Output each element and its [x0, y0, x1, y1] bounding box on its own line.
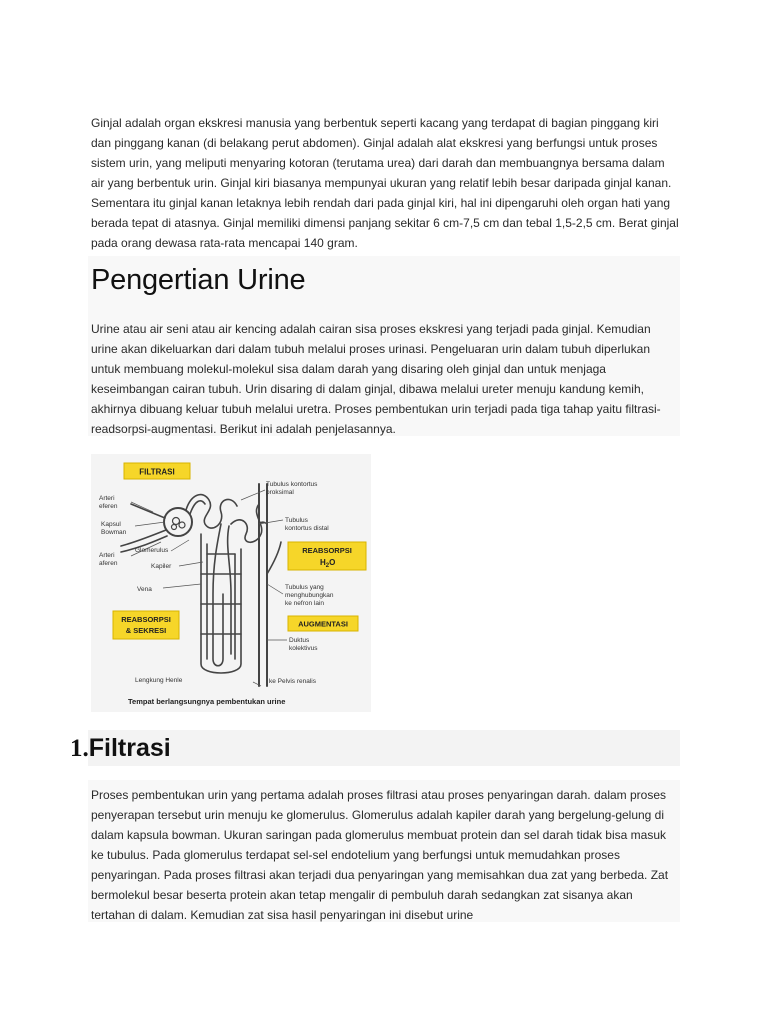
label-kapsul-2: Bowman — [101, 529, 127, 536]
section-number: 1. — [70, 735, 89, 762]
intro-paragraph: Ginjal adalah organ ekskresi manusia yang berbentuk seperti kacang yang terdapat di bagian pinggang kiri dan pinggang kanan (di belakang perut abdomen). Ginjal adalah alat ekskresi yang berfungsi untuk proses sistem urin, yang meliputi menyaring kotoran (terutama urea) dari darah dan membuangnya bersama dalam air yang berbentuk urin. Ginjal kiri biasanya mempunyai ukuran yang relatif lebih besar daripada ginjal kanan. Sementara itu ginjal kanan letaknya lebih rendah dari pada ginjal kiri, hal ini dipengaruhi oleh organ hati yang berada tepat di atasnya. Ginjal memiliki dimensi panjang sekitar 6 cm-7,5 cm dan tebal 1,5-2,5 cm. Berat ginjal pada orang dewasa rata-rata mencapai 140 gram. — [91, 116, 679, 250]
label-arteri-eferen-1: Arteri — [99, 495, 115, 502]
label-tubulus-proksimal-1: Tubulus kontortus — [266, 481, 318, 488]
augmentasi-box-label: AUGMENTASI — [298, 619, 348, 629]
label-kapiler: Kapiler — [151, 563, 172, 570]
label-tubulus-proksimal-2: proksimal — [266, 489, 294, 496]
section-title: Filtrasi — [88, 734, 171, 762]
label-glomerulus: Glomerulus — [135, 547, 169, 554]
label-tubulus-penghubung-3: ke nefron lain — [285, 600, 325, 607]
h2o-o: O — [329, 558, 336, 567]
h2o-h: H — [320, 558, 326, 567]
label-kapsul-1: Kapsul — [101, 521, 121, 528]
section-heading-urine: Pengertian Urine — [91, 264, 306, 296]
nephron-diagram — [91, 454, 371, 712]
h2o-sub: 2 — [325, 563, 330, 569]
label-arteri-aferen-2: aferen — [99, 560, 118, 567]
reabsorpsi-sekresi-label-2: & SEKRESI — [125, 626, 167, 635]
label-duktus-2: kolektivus — [289, 645, 318, 652]
section-heading-filtrasi — [70, 734, 171, 763]
label-tubulus-penghubung-1: Tubulus yang — [285, 584, 324, 591]
label-arteri-aferen-1: Arteri — [99, 552, 115, 559]
label-lengkung-henle: Lengkung Henle — [135, 677, 183, 684]
filtrasi-box — [124, 463, 190, 479]
reabsorpsi-h2o-label-1: REABSORPSI — [302, 546, 352, 555]
augmentasi-box — [288, 616, 358, 631]
label-tubulus-penghubung-2: menghubungkan — [285, 592, 334, 599]
urine-paragraph: Urine atau air seni atau air kencing adalah cairan sisa proses ekskresi yang terjadi pada ginjal. Kemudian urine akan dikeluarkan dari dalam tubuh melalui proses urinasi. Pengeluaran urin dalam tubuh diperlukan untuk membuang molekul-molekul sisa dalam darah yang disaring oleh ginjal dan untuk menjaga keseimbangan cairan tubuh. Urin disaring di dalam ginjal, dibawa melalui ureter menuju kandung kemih, akhirnya dibuang keluar tubuh melalui uretra. Proses pembentukan urin terjadi pada tiga tahap yaitu filtrasi-readsorpsi-augmentasi. Berikut ini adalah penjelasannya. — [91, 322, 661, 436]
heading-background — [88, 730, 680, 766]
label-arteri-eferen-2: eferen — [99, 503, 118, 510]
label-pelvis-renalis: ke Pelvis renalis — [269, 678, 316, 685]
label-tubulus-distal-1: Tubulus — [285, 517, 308, 524]
label-vena: Vena — [137, 586, 152, 593]
figure-caption: Tempat berlangsungnya pembentukan urine — [128, 697, 286, 706]
reabsorpsi-sekresi-label-1: REABSORPSI — [121, 615, 171, 624]
reabsorpsi-sekresi-box — [113, 611, 179, 639]
filtrasi-box-label: FILTRASI — [139, 467, 175, 477]
label-tubulus-distal-2: kontortus distal — [285, 525, 329, 532]
reabsorpsi-h2o-box — [288, 542, 366, 570]
label-duktus-1: Duktus — [289, 637, 310, 644]
filtrasi-paragraph: Proses pembentukan urin yang pertama adalah proses filtrasi atau proses penyaringan darah. dalam proses penyerapan tersebut urin menuju ke glomerulus. Glomerulus adalah kapiler darah yang bergelung-gelung di dalam kapsula bowman. Ukuran saringan pada glomerulus membuat protein dan sel darah tidak bisa masuk ke tubulus. Pada glomerulus terdapat sel-sel endotelium yang berfungsi untuk memudahkan proses penyaringan. Pada proses filtrasi akan terjadi dua penyaringan yang memisahkan dua zat yang berbeda. Zat bermolekul besar beserta protein akan tetap mengalir di pembuluh darah sedangkan zat sisanya akan tertahan di dalam. Kemudian zat sisa hasil penyaringan ini disebut urine — [91, 788, 669, 922]
